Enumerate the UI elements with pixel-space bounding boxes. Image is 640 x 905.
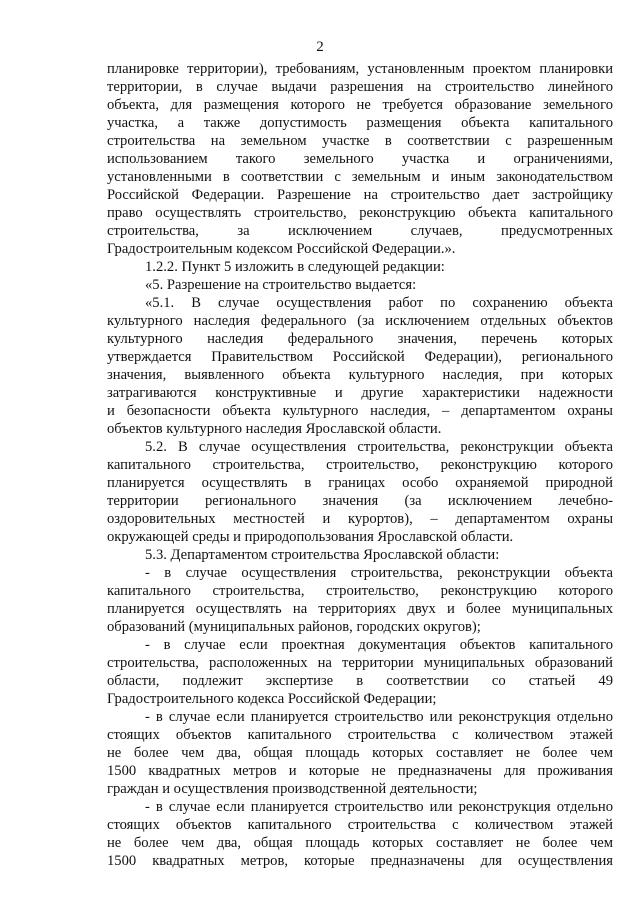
text-line: Градостроительного кодекса Российской Федерации; xyxy=(107,691,437,707)
text-line: утверждается Правительством Российской Федерации), регионального xyxy=(107,349,613,365)
text-line: 5.3. Департаментом строительства Ярославской области: xyxy=(145,547,500,563)
text-line: культурного наследия федерального (за исключением отдельных объектов xyxy=(107,313,613,329)
page-number: 2 xyxy=(316,39,324,55)
text-line: области, подлежит экспертизе в соответствии со статьей 49 xyxy=(107,673,613,689)
text-line: - в случае если проектная документация объектов капитального xyxy=(145,637,613,653)
text-line: 1500 квадратных метров, которые предназначены для осуществления xyxy=(107,853,613,869)
text-line: стоящих объектов капитального строительства с количеством этажей xyxy=(107,727,613,743)
text-line: строительства, расположенных на территории муниципальных образований xyxy=(107,655,613,671)
text-line: капитального строительства, строительство, реконструкцию которого xyxy=(107,457,613,473)
text-line: 1500 квадратных метров и которые не предназначены для проживания xyxy=(107,763,613,779)
text-line: значения, выявленного объекта культурного наследия, при которых xyxy=(107,367,613,383)
text-line: - в случае если планируется строительство или реконструкция отдельно xyxy=(145,709,613,725)
text-line: затрагиваются конструктивные и другие характеристики надежности xyxy=(107,385,613,401)
text-line: 1.2.2. Пункт 5 изложить в следующей редакции: xyxy=(145,259,445,275)
text-line: участка, а также допустимость размещения объекта капитального xyxy=(107,115,613,131)
text-line: образований (муниципальных районов, городских округов); xyxy=(107,619,481,635)
text-line: «5. Разрешение на строительство выдается: xyxy=(145,277,417,293)
text-line: установленными в соответствии с земельным и иным законодательством xyxy=(107,169,613,185)
text-line: граждан и осуществления производственной деятельности; xyxy=(107,781,478,797)
text-line: территории регионального значения (за исключением лечебно- xyxy=(107,493,613,509)
text-line: Российской Федерации. Разрешение на строительство дает застройщику xyxy=(107,187,613,203)
text-line: капитального строительства, строительство, реконструкцию которого xyxy=(107,583,613,599)
text-line: не более чем два, общая площадь которых составляет не более чем xyxy=(107,835,613,851)
text-line: планируется осуществлять на территориях двух и более муниципальных xyxy=(107,601,613,617)
text-line: право осуществлять строительство, реконструкцию объекта капитального xyxy=(107,205,613,221)
text-line: планируется осуществлять в границах особо охраняемой природной xyxy=(107,475,613,491)
text-line: строительства на земельном участке в соответствии с разрешенным xyxy=(107,133,613,149)
text-line: объекта, для размещения которого не требуется образование земельного xyxy=(107,97,613,113)
text-line: 5.2. В случае осуществления строительства, реконструкции объекта xyxy=(145,439,613,455)
text-line: не более чем два, общая площадь которых составляет не более чем xyxy=(107,745,613,761)
text-line: окружающей среды и природопользования Ярославской области. xyxy=(107,529,514,545)
text-line: культурного наследия федерального значения, перечень которых xyxy=(107,331,613,347)
text-line: оздоровительных местностей и курортов), – департаментом охраны xyxy=(107,511,613,527)
text-line: объектов культурного наследия Ярославской области. xyxy=(107,421,442,437)
text-line: строительства, за исключением случаев, предусмотренных xyxy=(107,223,613,239)
text-line: - в случае если планируется строительство или реконструкция отдельно xyxy=(145,799,613,815)
text-line: территории, в случае выдачи разрешения на строительство линейного xyxy=(107,79,613,95)
text-line: Градостроительным кодексом Российской Федерации.». xyxy=(107,241,456,257)
document-body xyxy=(107,60,613,870)
text-line: планировке территории), требованиям, установленным проектом планировки xyxy=(107,61,613,77)
text-line: - в случае осуществления строительства, реконструкции объекта xyxy=(145,565,613,581)
text-line: и безопасности объекта культурного наследия, – департаментом охраны xyxy=(107,403,613,419)
text-line: использованием такого земельного участка и ограничениями, xyxy=(107,151,613,167)
text-line: стоящих объектов капитального строительства с количеством этажей xyxy=(107,817,613,833)
text-line: «5.1. В случае осуществления работ по сохранению объекта xyxy=(145,295,613,311)
